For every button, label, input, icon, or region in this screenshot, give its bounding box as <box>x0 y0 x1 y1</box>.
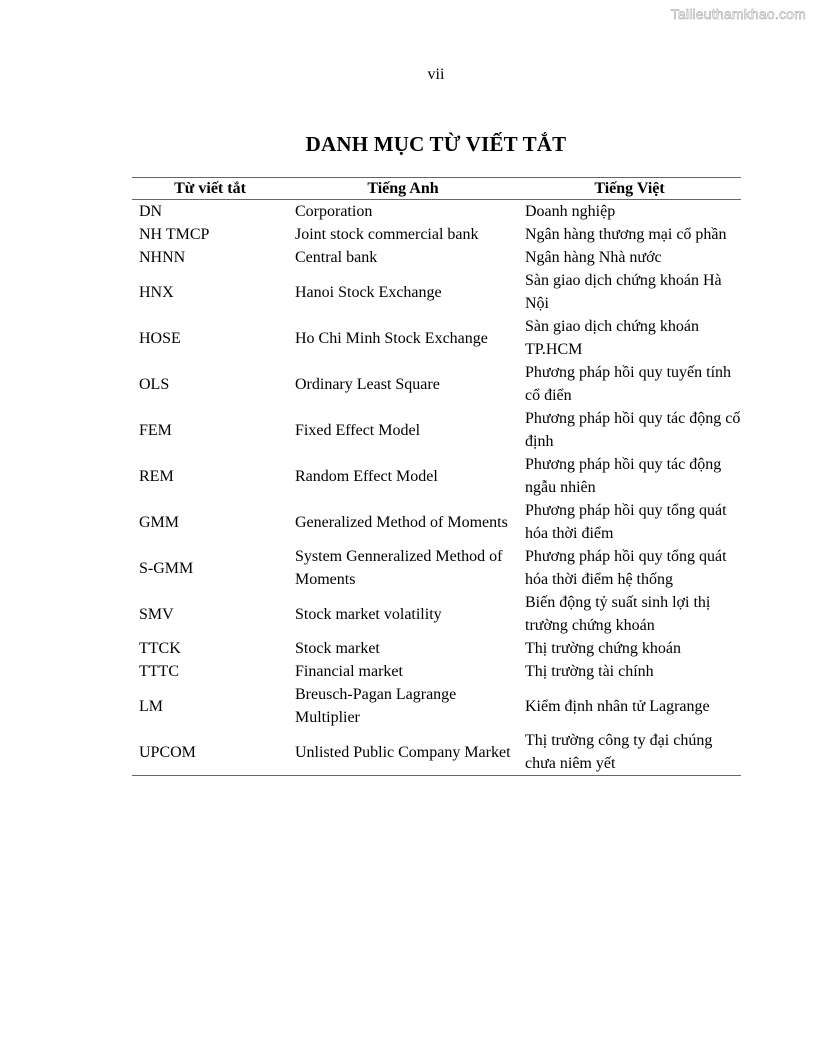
table-row <box>132 499 741 545</box>
table-row <box>132 407 741 453</box>
table-row <box>132 637 741 660</box>
table-header-row <box>132 178 741 200</box>
cell-vietnamese: Phương pháp hồi quy tác động ngẫu nhiên <box>525 456 722 496</box>
cell-vietnamese: Sàn giao dịch chứng khoán TP.HCM <box>525 318 699 358</box>
cell-abbreviation: REM <box>139 467 174 485</box>
cell-abbreviation: TTTC <box>139 663 179 680</box>
cell-english: Financial market <box>295 663 403 680</box>
table-row <box>132 269 741 315</box>
cell-vietnamese: Doanh nghiệp <box>525 203 616 220</box>
cell-vietnamese: Thị trường chứng khoán <box>525 640 681 657</box>
cell-vietnamese: Ngân hàng Nhà nước <box>525 249 662 266</box>
cell-abbreviation: NHNN <box>139 249 186 266</box>
cell-vietnamese: Biến động tỷ suất sinh lợi thị trường chứng khoán <box>525 594 711 634</box>
table-row <box>132 223 741 246</box>
cell-english: Generalized Method of Moments <box>295 513 508 531</box>
table-row <box>132 683 741 729</box>
table-row <box>132 246 741 269</box>
cell-abbreviation: S-GMM <box>139 559 194 577</box>
cell-vietnamese: Phương pháp hồi quy tác động cố định <box>525 410 741 450</box>
cell-abbreviation: HOSE <box>139 329 181 347</box>
cell-vietnamese: Sàn giao dịch chứng khoán Hà Nội <box>525 272 722 312</box>
cell-abbreviation: UPCOM <box>132 729 288 776</box>
cell-abbreviation: GMM <box>139 513 180 531</box>
cell-vietnamese: Thị trường công ty đại chúng chưa niêm yết <box>518 729 741 776</box>
table-row <box>132 729 741 776</box>
cell-english: Unlisted Public Company Market <box>288 729 518 776</box>
cell-english: Joint stock commercial bank <box>295 226 479 243</box>
cell-english: Ordinary Least Square <box>295 375 440 393</box>
page-title: DANH MỤC TỪ VIẾT TẮT <box>305 132 567 156</box>
cell-vietnamese: Kiểm định nhân tử Lagrange <box>525 697 710 715</box>
cell-abbreviation: TTCK <box>139 640 181 657</box>
cell-vietnamese: Phương pháp hồi quy tổng quát hóa thời điểm hệ thống <box>525 548 727 588</box>
table-row <box>132 200 741 224</box>
table-row <box>132 453 741 499</box>
table-row <box>132 315 741 361</box>
cell-english: Stock market <box>295 640 380 657</box>
table-row <box>132 591 741 637</box>
cell-abbreviation: OLS <box>139 375 170 393</box>
header-abbreviation: Từ viết tắt <box>132 178 288 200</box>
cell-abbreviation: SMV <box>139 605 174 623</box>
table-row <box>132 660 741 683</box>
cell-english: Central bank <box>295 249 378 266</box>
cell-english: Random Effect Model <box>295 467 438 485</box>
abbreviation-table <box>132 177 741 776</box>
cell-english: Corporation <box>295 203 373 220</box>
page-number: vii <box>427 66 445 83</box>
cell-abbreviation: HNX <box>139 283 174 301</box>
cell-english: Breusch-Pagan Lagrange Multiplier <box>295 686 457 726</box>
header-vietnamese: Tiếng Việt <box>518 178 741 200</box>
cell-abbreviation: DN <box>139 203 163 220</box>
cell-abbreviation: LM <box>139 697 163 715</box>
cell-english: Ho Chi Minh Stock Exchange <box>295 329 488 347</box>
cell-english: System Genneralized Method of Moments <box>295 548 503 588</box>
cell-vietnamese: Phương pháp hồi quy tổng quát hóa thời điểm <box>525 502 727 542</box>
cell-vietnamese: Thị trường tài chính <box>525 663 654 680</box>
cell-english: Hanoi Stock Exchange <box>295 283 442 301</box>
cell-vietnamese: Ngân hàng thương mại cổ phần <box>525 226 727 243</box>
cell-english: Stock market volatility <box>295 605 442 623</box>
cell-abbreviation: FEM <box>139 421 172 439</box>
cell-vietnamese: Phương pháp hồi quy tuyến tính cổ điển <box>525 364 732 404</box>
cell-abbreviation: NH TMCP <box>139 226 210 243</box>
cell-english: Fixed Effect Model <box>295 421 421 439</box>
table-row <box>132 361 741 407</box>
header-english: Tiếng Anh <box>288 178 518 200</box>
table-row <box>132 545 741 591</box>
watermark: Tailieuthamkhao.com <box>670 6 806 22</box>
